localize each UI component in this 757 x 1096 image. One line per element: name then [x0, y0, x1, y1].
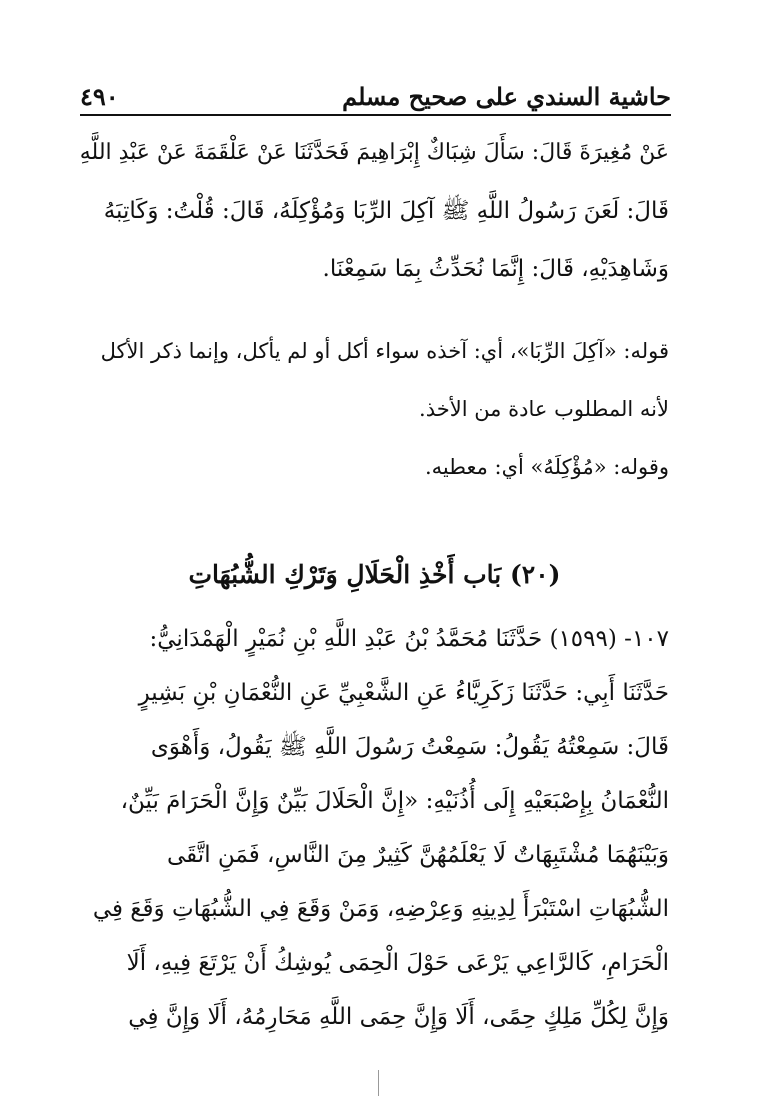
text-line: وَشَاهِدَيْهِ، قَالَ: إِنَّمَا نُحَدِّثُ بِمَا سَمِعْنَا.	[322, 256, 669, 282]
scan-edge-mark	[378, 1070, 379, 1096]
text-line: عَنْ مُغِيرَةَ قَالَ: سَأَلَ شِبَاكٌ إِبْرَاهِيمَ فَحَدَّثَنَا عَنْ عَلْقَمَةَ عَنْ عَبْدِ اللَّهِ	[79, 140, 669, 165]
text-line: الشُّبُهَاتِ اسْتَبْرَأَ لِدِينِهِ وَعِرْضِهِ، وَمَنْ وَقَعَ فِي الشُّبُهَاتِ وَقَعَ فِي	[92, 896, 669, 922]
chapter-heading: (٢٠) بَاب أَخْذِ الْحَلَالِ وَتَرْكِ الشُّبُهَاتِ	[188, 560, 561, 589]
text-line: وَبَيْنَهُمَا مُشْتَبِهَاتٌ لَا يَعْلَمُهُنَّ كَثِيرٌ مِنَ النَّاسِ، فَمَنِ اتَّقَى	[167, 842, 669, 868]
page-header	[80, 78, 671, 114]
text-line: لأنه المطلوب عادة من الأخذ.	[419, 397, 669, 421]
header-rule	[80, 114, 671, 116]
text-line: وقوله: «مُؤْكِلَهُ» أي: معطيه.	[424, 455, 669, 479]
hadith-text-1	[80, 124, 669, 298]
text-line: ١٠٧- (١٥٩٩) حَدَّثَنَا مُحَمَّدُ بْنُ عَبْدِ اللَّهِ بْنِ نُمَيْرٍ الْهَمْدَانِيُّ:	[149, 626, 669, 652]
text-line: قَالَ: سَمِعْتُهُ يَقُولُ: سَمِعْتُ رَسُولَ اللَّهِ ﷺ يَقُولُ، وَأَهْوَى	[150, 734, 669, 760]
text-line: قوله: «آكِلَ الرِّبَا»، أي: آخذه سواء أكل أو لم يأكل، وإنما ذكر الأكل	[100, 339, 669, 363]
text-line: حَدَّثَنَا أَبِي: حَدَّثَنَا زَكَرِيَّاءُ عَنِ الشَّعْبِيِّ عَنِ النُّعْمَانِ بْنِ بَشِيرٍ	[138, 680, 669, 706]
book-title: حاشية السندي على صحيح مسلم	[342, 81, 671, 111]
page-number: ٤٩٠	[80, 81, 119, 111]
text-line: الْحَرَامِ، كَالرَّاعِي يَرْعَى حَوْلَ الْحِمَى يُوشِكُ أَنْ يَرْتَعَ فِيهِ، أَلَا	[126, 950, 669, 976]
commentary-text	[80, 322, 669, 496]
text-line: قَالَ: لَعَنَ رَسُولُ اللَّهِ ﷺ آكِلَ الرِّبَا وَمُؤْكِلَهُ، قَالَ: قُلْتُ: وَكَاتِبَهُ	[103, 198, 669, 224]
text-line: النُّعْمَانُ بِإِصْبَعَيْهِ إِلَى أُذُنَيْهِ: «إِنَّ الْحَلَالَ بَيِّنٌ وَإِنَّ الْحَرَامَ بَيِّنٌ،	[120, 788, 669, 814]
hadith-text-2	[80, 612, 669, 1044]
text-line: وَإِنَّ لِكُلِّ مَلِكٍ حِمًى، أَلَا وَإِنَّ حِمَى اللَّهِ مَحَارِمُهُ، أَلَا وَإِنَّ فِي	[128, 1004, 669, 1030]
